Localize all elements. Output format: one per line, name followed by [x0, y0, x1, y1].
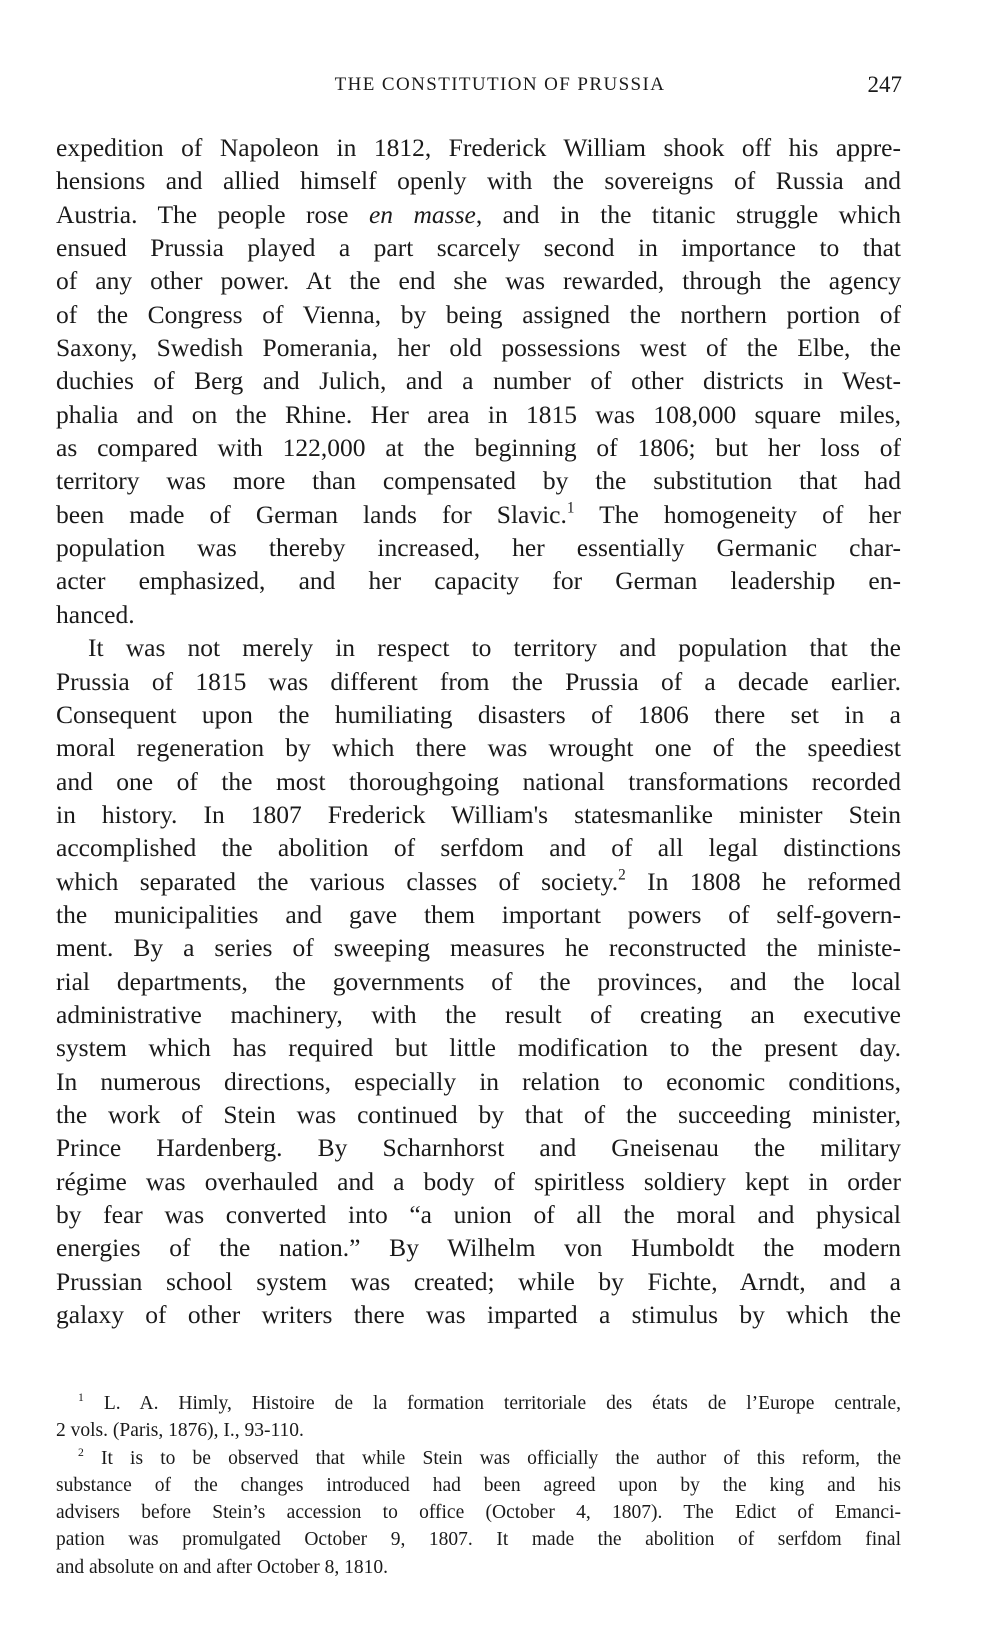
text-line: territory was more than compensated by the substitution that had [56, 466, 901, 496]
text-line: Consequent upon the humiliating disasters of 1806 there set in a [56, 699, 901, 729]
footnotes [56, 1390, 901, 1581]
text-line: Prussian school system was created; while by Fichte, Arndt, and a [56, 1266, 901, 1296]
text-line: the municipalities and gave them important powers of self-govern- [56, 899, 901, 929]
text-line: ensued Prussia played a part scarcely second in importance to that [56, 233, 901, 263]
footnote-marker: 2 [78, 1445, 84, 1459]
text-line: galaxy of other writers there was imparted a stimulus by which the [56, 1300, 901, 1330]
text-line: Prussia of 1815 was different from the Prussia of a decade earlier. [56, 666, 901, 696]
footnote-line: and absolute on and after October 8, 1810. [56, 1556, 388, 1578]
text-line: system which has required but little modification to the present day. [56, 1033, 901, 1063]
text-line: rial departments, the governments of the provinces, and the local [56, 966, 901, 996]
footnote-line: pation was promulgated October 9, 1807. It made the abolition of serfdom final [56, 1529, 901, 1551]
paragraph-start: It was not merely in respect to territory and population that the [88, 633, 901, 663]
text-line [56, 198, 901, 231]
footnote-ref-2[interactable]: 2 [618, 865, 626, 883]
text-line: In numerous directions, especially in relation to economic conditions, [56, 1066, 901, 1096]
text-line: energies of the nation.” By Wilhelm von Humboldt the modern [56, 1233, 901, 1263]
running-title: THE CONSTITUTION OF PRUSSIA [334, 74, 666, 95]
footnote-marker: 1 [78, 1390, 84, 1404]
text-line: by fear was converted into “a union of all the moral and physical [56, 1200, 901, 1229]
body-text [56, 131, 901, 1331]
text-line: hanced. [56, 599, 135, 629]
text-line: and one of the most thoroughgoing national transformations recorded [56, 766, 901, 796]
text-line: ment. By a series of sweeping measures he reconstructed the ministe- [56, 933, 901, 963]
footnote-text: It is to be observed that while Stein was officially the author of this reform, the [83, 1447, 901, 1469]
text-line: phalia and on the Rhine. Her area in 1815 was 108,000 square miles, [56, 399, 901, 429]
footnote-line: 2 vols. (Paris, 1876), I., 93-110. [56, 1420, 304, 1442]
text-line [56, 498, 901, 531]
text-line: moral regeneration by which there was wrought one of the speediest [56, 733, 901, 763]
text-line: hensions and allied himself openly with the sovereigns of Russia and [56, 166, 901, 196]
footnote-1 [56, 1390, 901, 1417]
text-line: régime was overhauled and a body of spiritless soldiery kept in order [56, 1166, 901, 1196]
text-line: Prince Hardenberg. By Scharnhorst and Gneisenau the military [56, 1133, 901, 1163]
text-line: of any other power. At the end she was rewarded, through the agency [56, 266, 901, 296]
text-line: population was thereby increased, her essentially Germanic char- [56, 533, 901, 563]
text-run: which separated the various classes of society. [56, 866, 619, 896]
text-line: of the Congress of Vienna, by being assigned the northern portion of [56, 299, 901, 329]
text-line: expedition of Napoleon in 1812, Frederick William shook off his appre- [56, 133, 901, 162]
text-line: in history. In 1807 Frederick William's statesmanlike minister Stein [56, 799, 901, 829]
footnote-2 [56, 1445, 901, 1472]
text-run: Austria. The people rose [56, 199, 369, 229]
footnote-line: advisers before Stein’s accession to office (October 4, 1807). The Edict of Emanci- [56, 1502, 901, 1524]
text-line: accomplished the abolition of serfdom and of all legal distinctions [56, 833, 901, 863]
text-run: , and in the titanic struggle which [475, 199, 901, 229]
text-line: Saxony, Swedish Pomerania, her old possessions west of the Elbe, the [56, 333, 901, 363]
italic-phrase: en masse [368, 199, 476, 229]
running-head [0, 72, 1000, 104]
footnote-line: substance of the changes introduced had been agreed upon by the king and his [56, 1474, 901, 1496]
footnote-ref-1[interactable]: 1 [566, 499, 575, 517]
text-line: as compared with 122,000 at the beginning of 1806; but her loss of [56, 433, 901, 463]
text-line: duchies of Berg and Julich, and a number of other districts in West- [56, 366, 901, 396]
footnote-text: L. A. Himly, Histoire de la formation territoriale des états de l’Europe centrale, [83, 1393, 901, 1414]
text-line [56, 865, 901, 898]
page-number: 247 [867, 72, 902, 97]
text-line: the work of Stein was continued by that of the succeeding minister, [56, 1099, 901, 1129]
text-run: been made of German lands for Slavic. [56, 499, 567, 529]
text-run: The homogeneity of her [574, 499, 901, 529]
text-run: In 1808 he reformed [625, 866, 901, 896]
text-line: administrative machinery, with the result of creating an executive [56, 999, 901, 1029]
text-line: acter emphasized, and her capacity for German leadership en- [56, 566, 901, 596]
